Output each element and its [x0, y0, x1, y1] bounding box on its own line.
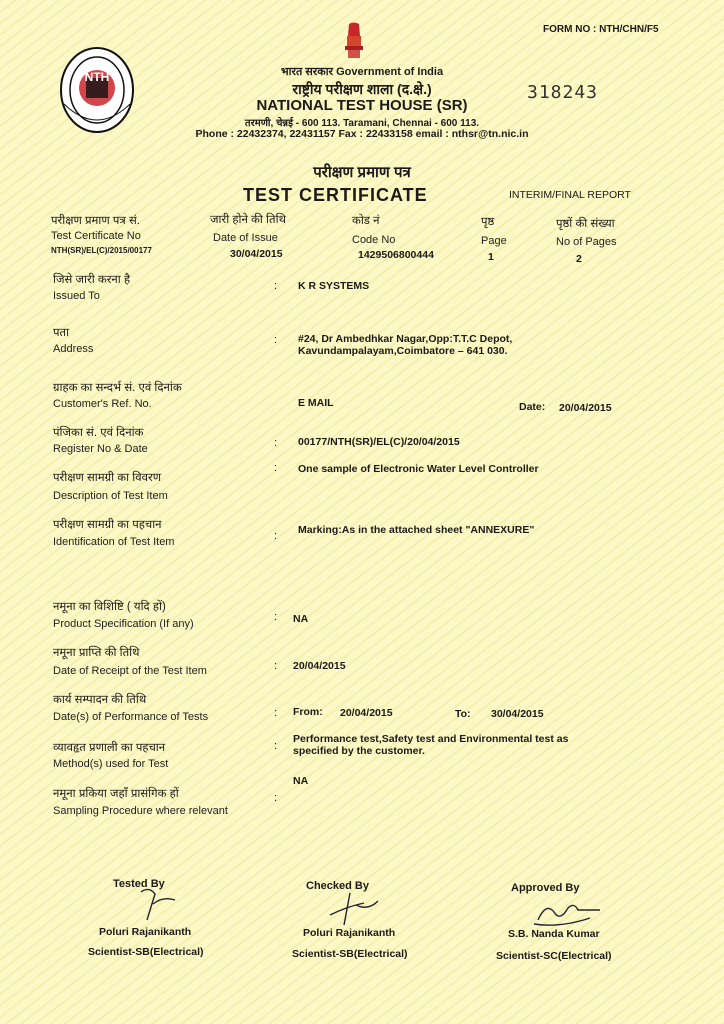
issued-to-value: K R SYSTEMS [298, 280, 370, 292]
issue-date-label: Date of Issue [213, 232, 278, 244]
approved-by-name: S.B. Nanda Kumar [508, 928, 600, 940]
receipt-value: 20/04/2015 [293, 660, 346, 672]
customer-ref-label-hi: ग्राहक का सन्दर्भ सं. एवं दिनांक [53, 382, 182, 394]
issued-to-label-hi: जिसे जारी करना है [53, 274, 131, 286]
performance-to: 30/04/2015 [491, 708, 544, 720]
code-no-value: 1429506800444 [358, 249, 434, 261]
customer-ref-value: E MAIL [298, 397, 334, 409]
page-label: Page [481, 235, 507, 247]
colon: : [274, 437, 278, 449]
register-label: Register No & Date [53, 443, 148, 455]
performance-label-hi: कार्य सम्पादन की तिथि [53, 694, 147, 706]
method-label-hi: व्यावहृत प्रणाली का पहचान [53, 742, 166, 754]
register-value: 00177/NTH(SR)/EL(C)/20/04/2015 [298, 436, 460, 448]
performance-from-label: From: [293, 706, 323, 718]
method-line2: specified by the customer. [293, 745, 425, 757]
customer-ref-label: Customer's Ref. No. [53, 398, 152, 410]
cert-no-label-hi: परीक्षण प्रमाण पत्र सं. [51, 215, 140, 227]
pages-value: 2 [576, 253, 582, 265]
pages-label: No of Pages [556, 236, 617, 248]
form-number: FORM NO : NTH/CHN/F5 [543, 24, 659, 35]
issued-to-label: Issued To [53, 290, 100, 302]
receipt-label: Date of Receipt of the Test Item [53, 665, 207, 677]
colon: : [274, 707, 278, 719]
colon: : [274, 334, 278, 346]
performance-to-label: To: [455, 708, 471, 720]
issue-date-label-hi: जारी होने की तिथि [210, 214, 286, 226]
customer-ref-date-label: Date: [519, 401, 546, 413]
address-line2: Kavundampalayam,Coimbatore – 641 030. [298, 345, 508, 357]
colon: : [274, 660, 278, 672]
tested-by-title: Scientist-SB(Electrical) [88, 946, 204, 958]
tested-by-name: Poluri Rajanikanth [99, 926, 192, 938]
description-value: One sample of Electronic Water Level Controller [298, 463, 539, 475]
sampling-value: NA [293, 775, 309, 787]
colon: : [274, 611, 278, 623]
method-label: Method(s) used for Test [53, 758, 169, 770]
method-line1: Performance test,Safety test and Environmental test as [293, 733, 569, 745]
product-spec-label: Product Specification (If any) [53, 618, 194, 630]
register-label-hi: पंजिका सं. एवं दिनांक [53, 427, 144, 439]
identification-value: Marking:As in the attached sheet "ANNEXURE" [298, 524, 535, 536]
signature-tested [133, 880, 183, 929]
report-type: INTERIM/FINAL REPORT [509, 189, 631, 201]
address-label-hi: पता [53, 327, 70, 339]
identification-label: Identification of Test Item [53, 536, 175, 548]
gov-line: भारत सरकार Government of India [280, 66, 444, 78]
serial-number: 318243 [527, 82, 599, 103]
org-name: NATIONAL TEST HOUSE (SR) [256, 97, 468, 114]
customer-ref-date: 20/04/2015 [559, 402, 612, 414]
page-label-hi: पृष्ठ [481, 216, 495, 228]
address-label: Address [53, 343, 94, 355]
org-address: तरमणी, चेन्नई - 600 113. Taramani, Chennai - 600 113. [244, 118, 480, 129]
address-line1: #24, Dr Ambedhkar Nagar,Opp:T.T.C Depot, [298, 333, 513, 345]
identification-label-hi: परीक्षण सामग्री का पहचान [53, 519, 162, 531]
sampling-label-hi: नमूना प्रकिया जहाँ प्रासंगिक हों [53, 788, 179, 800]
colon: : [274, 530, 278, 542]
performance-label: Date(s) of Performance of Tests [53, 711, 209, 723]
org-contact: Phone : 22432374, 22431157 Fax : 22433158 email : nthsr@tn.nic.in [195, 128, 529, 140]
receipt-label-hi: नमूना प्राप्ति की तिथि [53, 647, 140, 659]
colon: : [274, 280, 278, 292]
product-spec-label-hi: नमूना का विशिष्टि ( यदि हों) [53, 601, 166, 613]
checked-by-title: Scientist-SB(Electrical) [292, 948, 408, 960]
description-label: Description of Test Item [53, 490, 168, 502]
code-no-label: Code No [352, 234, 396, 246]
logo-text: NTH [84, 70, 110, 84]
colon: : [274, 792, 278, 804]
cert-no-label: Test Certificate No [51, 230, 141, 242]
issue-date-value: 30/04/2015 [230, 248, 283, 260]
checked-by-name: Poluri Rajanikanth [303, 927, 396, 939]
title-hindi: परीक्षण प्रमाण पत्र [313, 164, 411, 181]
state-emblem-icon [341, 22, 367, 60]
sampling-label: Sampling Procedure where relevant [53, 805, 228, 817]
approved-by-title: Scientist-SC(Electrical) [496, 950, 612, 962]
colon: : [274, 740, 278, 752]
checked-by-label: Checked By [306, 880, 369, 892]
tested-by-label: Tested By [113, 878, 165, 890]
description-label-hi: परीक्षण सामग्री का विवरण [53, 472, 162, 484]
title-english: TEST CERTIFICATE [243, 185, 428, 205]
cert-no-value: NTH(SR)/EL(C)/2015/00177 [51, 246, 152, 255]
performance-from: 20/04/2015 [340, 707, 393, 719]
colon: : [274, 462, 278, 474]
org-hindi: राष्ट्रीय परीक्षण शाला (द.क्षे.) [292, 81, 432, 97]
code-no-label-hi: कोड नं [352, 215, 380, 227]
page-value: 1 [488, 251, 494, 263]
product-spec-value: NA [293, 613, 309, 625]
pages-label-hi: पृष्ठों की संख्या [556, 218, 615, 230]
approved-by-label: Approved By [511, 882, 580, 894]
